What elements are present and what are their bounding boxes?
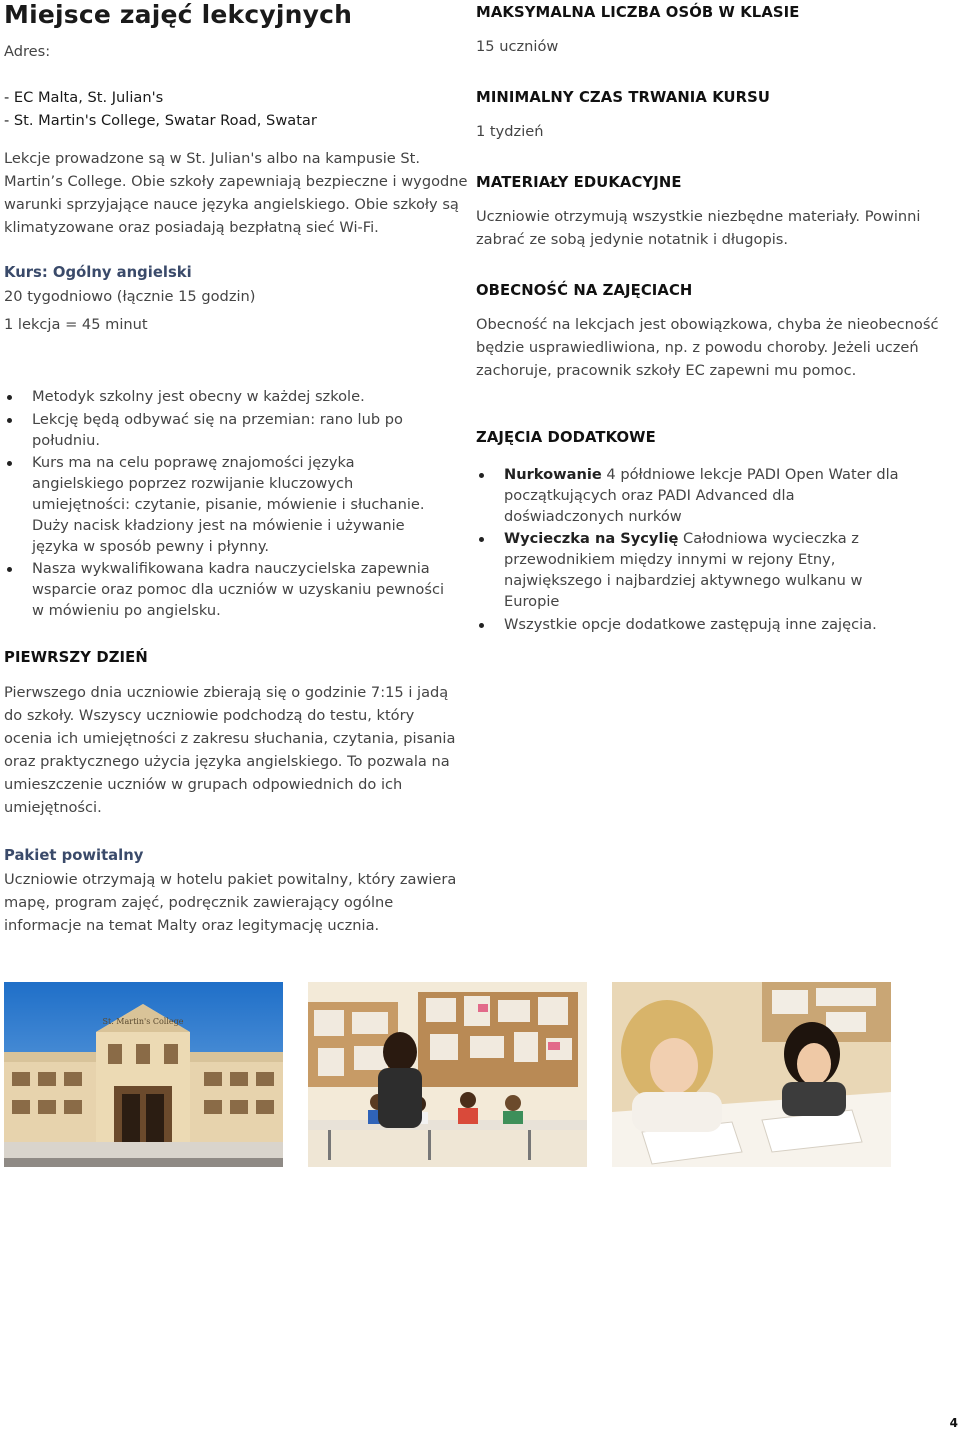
- course-features-list: [4, 387, 449, 622]
- attendance-heading: OBECNOŚĆ NA ZAJĘCIACH: [476, 282, 693, 299]
- intro-line: Lekcje prowadzone są w St. Julian's albo na kampusie St.: [4, 150, 421, 167]
- page-title: Miejsce zajęć lekcyjnych: [4, 0, 353, 29]
- attendance-paragraph: [476, 313, 939, 382]
- max-class-value: 15 uczniów: [476, 38, 559, 55]
- activity-description: Całodniowa wycieczka z przewodnikiem między innymi w rejony Etny, największego i najbardziej aktywnego wulkanu w Europie: [504, 530, 863, 610]
- list-item: Kurs ma na celu poprawę znajomości języka angielskiego poprzez rozwijanie kluczowych umiejętności: czytanie, pisanie, mówienie i słuchanie. Duży nacisk kładziony jest na mówienie i używanie języka w sposób pewny i płynny.: [4, 453, 449, 557]
- list-item: [476, 615, 916, 636]
- max-class-heading: MAKSYMALNA LICZBA OSÓB W KLASIE: [476, 4, 800, 21]
- college-sign-text: St. Martin's College: [102, 1017, 184, 1026]
- first-day-line: Pierwszego dnia uczniowie zbierają się o godzinie 7:15 i jadą: [4, 684, 449, 701]
- materials-heading: MATERIAŁY EDUKACYJNE: [476, 174, 682, 191]
- course-label: Kurs: Ogólny angielski: [4, 264, 192, 281]
- address-label: Adres:: [4, 43, 51, 60]
- list-item: Lekcję będą odbywać się na przemian: rano lub po południu.: [4, 410, 449, 452]
- welcome-line: mapę, program zajęć, podręcznik zawierający ogólne: [4, 894, 394, 911]
- welcome-pack-heading: Pakiet powitalny: [4, 847, 144, 864]
- list-item: Nasza wykwalifikowana kadra nauczycielska zapewnia wsparcie oraz pomoc dla uczniów w uzyskaniu pewności w mówieniu po angielsku.: [4, 559, 449, 621]
- attendance-line: zachoruje, pracownik szkoły EC zapewni mu pomoc.: [476, 362, 857, 379]
- intro-line: klimatyzowane oraz posiadają bezpłatną sieć Wi-Fi.: [4, 219, 379, 236]
- materials-paragraph: [476, 205, 920, 251]
- first-day-line: umiejętności.: [4, 799, 102, 816]
- students-studying-photo: [612, 982, 891, 1167]
- intro-paragraph: [4, 147, 468, 239]
- extra-activities-list: [476, 465, 916, 635]
- list-item: Metodyk szkolny jest obecny w każdej szkole.: [4, 387, 449, 408]
- activity-description: Wszystkie opcje dodatkowe zastępują inne zajęcia.: [504, 615, 877, 633]
- activity-name: Wycieczka na Sycylię: [504, 530, 679, 548]
- attendance-line: Obecność na lekcjach jest obowiązkowa, chyba że nieobecność: [476, 316, 939, 333]
- college-building-photo: [4, 982, 283, 1167]
- intro-line: warunki sprzyjające nauce języka angielskiego. Obie szkoły są: [4, 196, 459, 213]
- lesson-length: 1 lekcja = 45 minut: [4, 316, 148, 333]
- attendance-line: będzie usprawiedliwiona, np. z powodu choroby. Jeżeli uczeń: [476, 339, 919, 356]
- welcome-pack-paragraph: [4, 868, 456, 937]
- address-line-1: - EC Malta, St. Julian's: [4, 89, 164, 106]
- materials-line: zabrać ze sobą jedynie notatnik i długopis.: [476, 231, 789, 248]
- first-day-heading: PIEWRSZY DZIEŃ: [4, 649, 148, 666]
- classroom-photo: [308, 982, 587, 1167]
- intro-line: Martin’s College. Obie szkoły zapewniają bezpieczne i wygodne: [4, 173, 468, 190]
- activity-name: Nurkowanie: [504, 466, 602, 483]
- first-day-line: oraz praktycznego użycia języka angielskiego. To pozwala na: [4, 753, 450, 770]
- first-day-paragraph: [4, 681, 455, 819]
- list-item: [476, 465, 916, 527]
- list-item: [476, 529, 916, 612]
- course-hours: 20 tygodniowo (łącznie 15 godzin): [4, 288, 256, 305]
- min-duration-heading: MINIMALNY CZAS TRWANIA KURSU: [476, 89, 770, 106]
- activity-description: 4 półdniowe lekcje PADI Open Water dla początkujących oraz PADI Advanced dla doświadczonych nurków: [504, 466, 899, 525]
- address-line-2: - St. Martin's College, Swatar Road, Swatar: [4, 112, 317, 129]
- page-number: 4: [949, 1416, 958, 1430]
- welcome-line: Uczniowie otrzymają w hotelu pakiet powitalny, który zawiera: [4, 871, 457, 888]
- first-day-line: umieszczenie uczniów w grupach odpowiednich do ich: [4, 776, 403, 793]
- min-duration-value: 1 tydzień: [476, 123, 544, 140]
- extra-heading: ZAJĘCIA DODATKOWE: [476, 429, 656, 446]
- first-day-line: ocenia ich umiejętności z zakresu słuchania, czytania, pisania: [4, 730, 456, 747]
- materials-line: Uczniowie otrzymują wszystkie niezbędne materiały. Powinni: [476, 208, 921, 225]
- first-day-line: do szkoły. Wszyscy uczniowie podchodzą do testu, który: [4, 707, 415, 724]
- welcome-line: informacje na temat Malty oraz legitymację ucznia.: [4, 917, 380, 934]
